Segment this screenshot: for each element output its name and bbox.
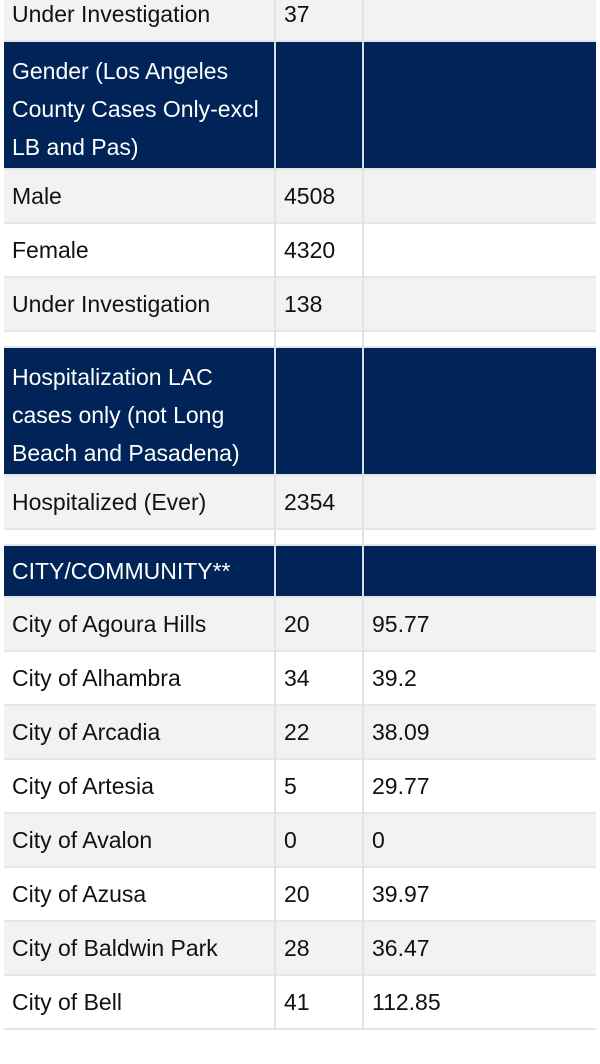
row-rate: 95.77: [364, 598, 596, 652]
row-rate: 36.47: [364, 922, 596, 976]
city-header-label: CITY/COMMUNITY**: [12, 558, 231, 584]
row-count: 2354: [276, 476, 364, 530]
row-count: 4320: [276, 224, 364, 278]
row-count: 22: [276, 706, 364, 760]
row-label: City of Azusa: [4, 868, 276, 922]
row-count: 4508: [276, 170, 364, 224]
row-label: Male: [4, 170, 276, 224]
row-count: 34: [276, 652, 364, 706]
row-count: 20: [276, 868, 364, 922]
table-row: [4, 476, 596, 530]
row-rate: [364, 476, 596, 530]
row-label: City of Baldwin Park: [4, 922, 276, 976]
row-rate: 0: [364, 814, 596, 868]
row-label: Under Investigation: [4, 0, 276, 42]
table-row: [4, 598, 596, 652]
table-row: [4, 224, 596, 278]
row-count: 28: [276, 922, 364, 976]
row-label: City of Arcadia: [4, 706, 276, 760]
row-rate: 39.2: [364, 652, 596, 706]
hospitalization-header-label: Hospitalization LAC cases only (not Long Beach and Pasadena): [12, 364, 240, 466]
section-header-hospitalization: [4, 348, 596, 476]
table-row: [4, 976, 596, 1030]
row-rate: 29.77: [364, 760, 596, 814]
row-count: 37: [276, 0, 364, 42]
row-rate: [364, 278, 596, 332]
row-label: Female: [4, 224, 276, 278]
case-data-table: [4, 0, 596, 1030]
row-count: 5: [276, 760, 364, 814]
row-count: 138: [276, 278, 364, 332]
row-rate: [364, 170, 596, 224]
section-header-city: [4, 546, 596, 598]
table-row: [4, 760, 596, 814]
table-row: [4, 170, 596, 224]
row-label: City of Avalon: [4, 814, 276, 868]
table-row: [4, 706, 596, 760]
gender-header-label: Gender (Los Angeles County Cases Only-excl LB and Pas): [12, 58, 259, 160]
row-label: Under Investigation: [4, 278, 276, 332]
row-rate: 112.85: [364, 976, 596, 1030]
row-rate: [364, 0, 596, 42]
row-rate: 39.97: [364, 868, 596, 922]
row-count: 0: [276, 814, 364, 868]
row-count: 20: [276, 598, 364, 652]
table-row: [4, 814, 596, 868]
table-row: [4, 0, 596, 42]
table-row: [4, 652, 596, 706]
row-label: City of Artesia: [4, 760, 276, 814]
row-count: 41: [276, 976, 364, 1030]
row-rate: [364, 224, 596, 278]
blank-row: [4, 332, 596, 348]
row-rate: 38.09: [364, 706, 596, 760]
section-header-gender: [4, 42, 596, 170]
table-row: [4, 278, 596, 332]
row-label: City of Agoura Hills: [4, 598, 276, 652]
row-label: City of Alhambra: [4, 652, 276, 706]
table-row: [4, 868, 596, 922]
row-label: Hospitalized (Ever): [4, 476, 276, 530]
blank-row: [4, 530, 596, 546]
row-label: City of Bell: [4, 976, 276, 1030]
table-row: [4, 922, 596, 976]
